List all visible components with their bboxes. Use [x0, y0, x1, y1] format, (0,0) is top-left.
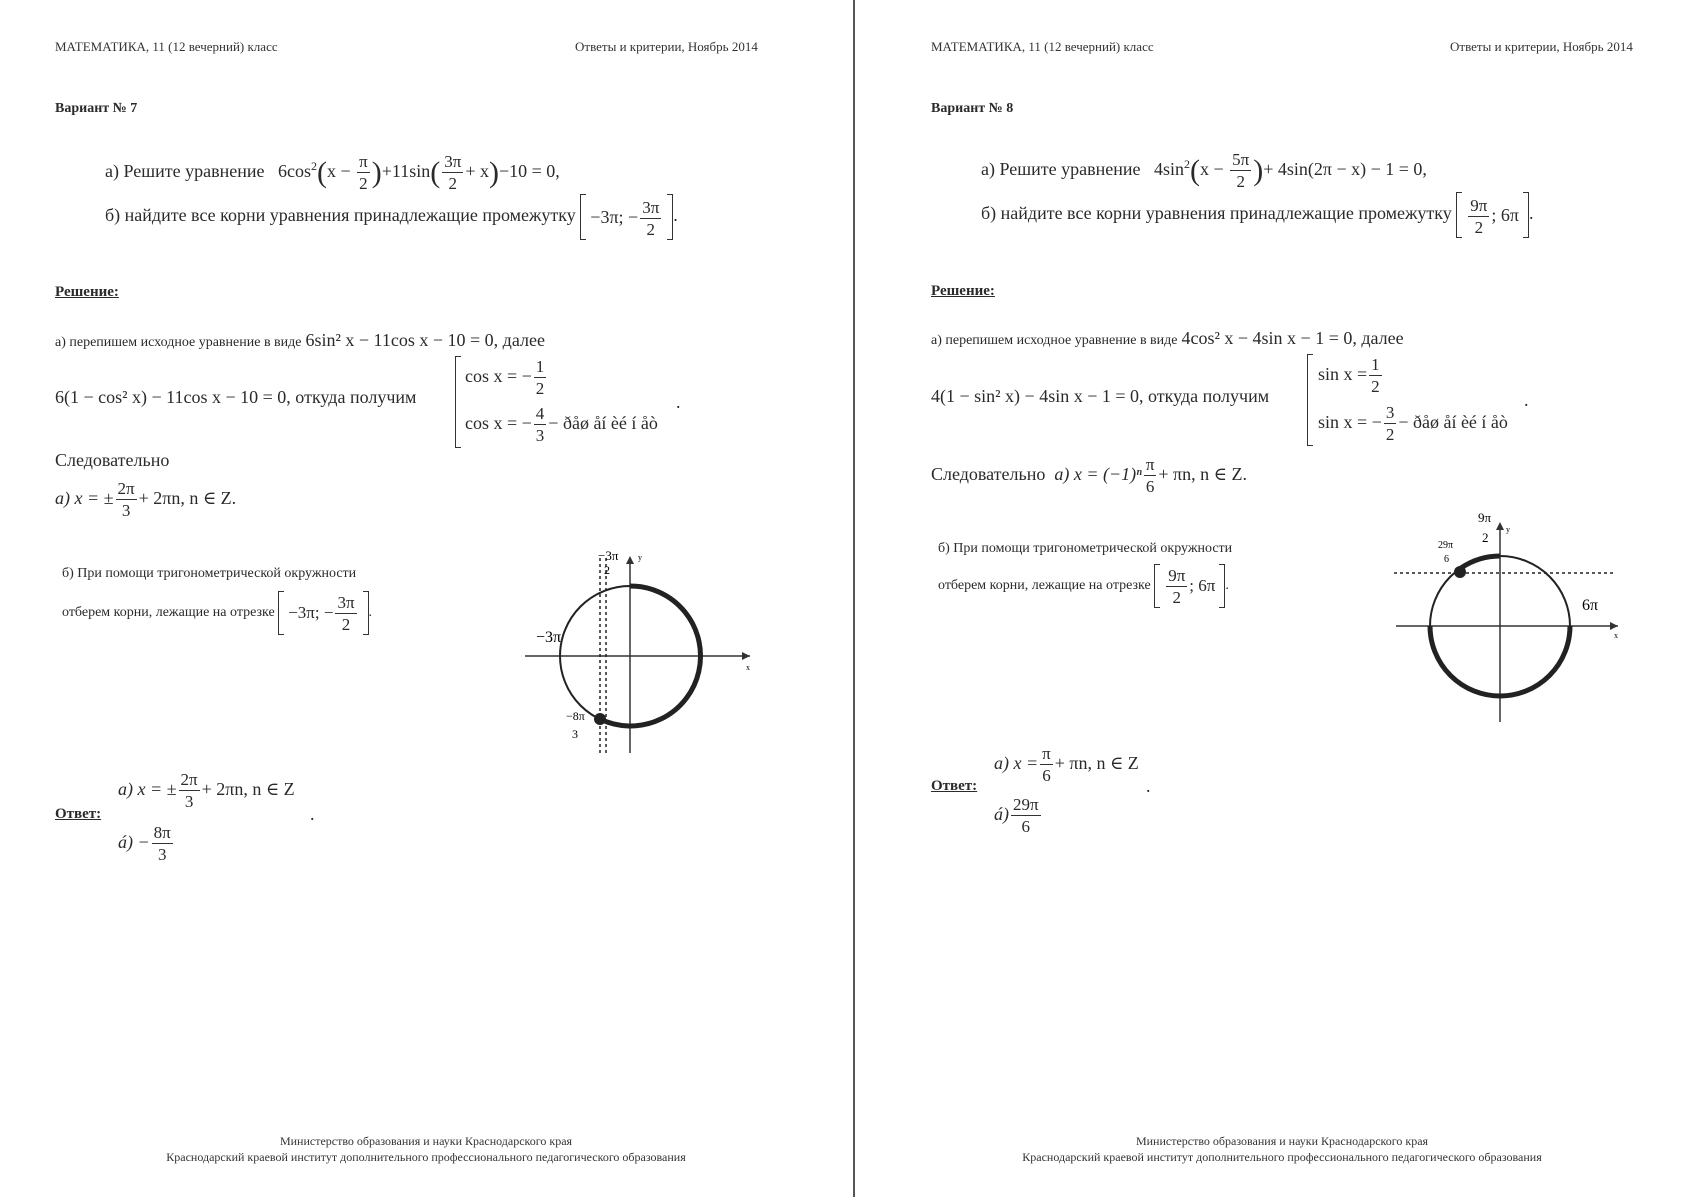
task-a-eq-2: x − — [326, 161, 351, 181]
solution-title: Решение: — [931, 283, 995, 299]
part-b-line-1: б) При помощи тригонометрической окружности — [938, 541, 1233, 556]
unit-circle-left — [520, 548, 760, 758]
solution-line-1: а) перепишем исходное уравнение в виде 6sin² x − 11cos x − 10 = 0, далее — [55, 330, 545, 350]
answer-label: Ответ: — [55, 806, 102, 822]
task-a-frac-pi2: $\frac{\pi}{2}$ — [359, 152, 368, 194]
label-point-den: 6 — [1444, 554, 1449, 565]
system-row-1: sin x = $\frac{1}{2}$ — [1318, 355, 1380, 397]
solution-line-1: а) перепишем исходное уравнение в виде 4cos² x − 4sin x − 1 = 0, далее — [931, 328, 1404, 348]
variant-title: Вариант № 8 — [931, 101, 1014, 116]
task-a-label: а) Решите уравнение — [105, 161, 265, 181]
arc-bottom-right — [1500, 626, 1570, 696]
label-top-den: 2 — [1482, 530, 1489, 545]
answer-b: á) − $\frac{8\pi}{3}$ — [118, 823, 171, 865]
part-b-line-2: отберем корни, лежащие на отрезке $\frac{9\pi}{2}$ ; 6π . — [938, 561, 1229, 611]
label-point-num: −8π — [566, 709, 585, 723]
page-variant-8: МАТЕМАТИКА, 11 (12 вечерний) класс Ответы и критерии, Ноябрь 2014 Вариант № 8 а) Решите уравнение $4\sin^2(x$ − $\frac{5\pi}{2}$ )+ 4sin(2π − x) − 1 = 0, б) найдите все корни уравнения принадлежащие промежутку $\frac{9\pi}{2}$ ; 6π . Решение: а) перепишем исходное уравнение в виде 4cos² x − 4sin x − 1 = 0, далее 4(1 − sin² x) − 4sin x − 1 = 0, откуда получим sin x = $\frac{1}{2}$ sin x = − $\frac{3}{2}$ − ðåø åí èé í åò . Следовательно a) x = (−1)ⁿ $\frac{\pi}{6}$ + πn, n ∈ Z. б) При помощи тригонометрической окружности отберем корни, лежащие на отрезке $\frac{9\pi}{2}$ ; 6π . 9π 2 29π 6 6π y x a) x = $\frac{\pi}{6}$ + πn, n ∈ Z Ответ: . á) $\frac{29\pi}{6}$ Министерство образования и науки Краснодарского края Краснодарский краевой институт дополнительного профессионального педагогического образования — [856, 0, 1706, 1197]
system-row-2: cos x = − $\frac{4}{3}$ − ðåø åí èé í åò — [465, 404, 658, 446]
y-axis-arrow — [1496, 522, 1504, 530]
result-a: a) x = ± $\frac{2\pi}{3}$ + 2πn, n ∈ Z. — [55, 479, 237, 521]
task-a-eq-1: 6cos — [277, 161, 311, 181]
label-top-num: −3π — [598, 548, 619, 563]
task-b: б) найдите все корни уравнения принадлежащие промежутку $\frac{9\pi}{2}$ ; 6π . — [981, 188, 1533, 238]
task-b-label: б) найдите все корни уравнения принадлежащие промежутку — [105, 205, 576, 225]
label-top-den: 2 — [604, 563, 610, 577]
solution-line-1-eq: 6sin² x − 11cos x − 10 = 0, далее — [305, 330, 545, 350]
variant-title: Вариант № 7 — [55, 101, 138, 116]
part-b-line-2: отберем корни, лежащие на отрезке −3π; − $\frac{3\pi}{2}$ . — [62, 588, 372, 638]
svg-text:y: y — [638, 553, 642, 562]
system-bracket — [455, 356, 456, 448]
footer-ministry: Министерство образования и науки Краснодарского края — [279, 1134, 573, 1148]
svg-text:x: x — [1614, 631, 1618, 640]
page-divider — [853, 0, 855, 1197]
system-row-2: sin x = − $\frac{3}{2}$ − ðåø åí èé í åò — [1318, 403, 1508, 445]
task-a: а) Решите уравнение $4\sin^2(x$ − $\frac{5\pi}{2}$ )+ 4sin(2π − x) − 1 = 0, — [981, 150, 1427, 192]
solution-line-2: 6(1 − cos² x) − 11cos x − 10 = 0, откуда получим — [55, 387, 417, 407]
task-a-frac-3pi2: $\frac{3\pi}{2}$ — [444, 152, 462, 194]
y-axis-arrow — [626, 556, 634, 564]
task-b: б) найдите все корни уравнения принадлежащие промежутку −3π; − $\frac{3\pi}{2}$ . — [105, 190, 678, 240]
page-variant-7: МАТЕМАТИКА, 11 (12 вечерний) класс Ответы и критерии, Ноябрь 2014 Вариант № 7 а) Решите уравнение $6\cos^2(x$ − $\frac{\pi}{2}$ )+11sin( $\frac{3\pi}{2}$ + x)−10 = 0, б) найдите все корни уравнения принадлежащие промежутку −3π; − $\frac{3\pi}{2}$ . Решение: а) перепишем исходное уравнение в виде 6sin² x − 11cos x − 10 = 0, далее 6(1 − cos² x) − 11cos x − 10 = 0, откуда получим cos x = − $\frac{1}{2}$ cos x = − $\frac{4}{3}$ − ðåø åí èé í åò . Следовательно a) x = ± $\frac{2\pi}{3}$ + 2πn, n ∈ Z. б) При помощи тригонометрической окружности отберем корни, лежащие на отрезке −3π; − $\frac{3\pi}{2}$ . −3π −3π 2 −8π 3 y x a) x = ± $\frac{2\pi}{3}$ + 2πn, n ∈ Z Ответ: . á) − $\frac{8\pi}{3}$ Министерство образования и науки Краснодарского края Краснодарский краевой институт дополнительного профессионального педагогического образования — [0, 0, 852, 1197]
solution-line-2: 4(1 − sin² x) − 4sin x − 1 = 0, откуда получим — [931, 386, 1270, 406]
svg-text:x: x — [746, 663, 750, 672]
root-point — [1454, 566, 1466, 578]
arc-top — [1461, 556, 1500, 568]
label-top-num: 9π — [1478, 510, 1492, 525]
label-point-den: 3 — [572, 727, 578, 741]
system-bracket — [1307, 354, 1308, 446]
header-date: Ответы и критерии, Ноябрь 2014 — [575, 39, 758, 54]
task-a-eq-4: + x — [465, 161, 489, 181]
arc-bottom-left — [1430, 626, 1500, 696]
consequently: Следовательно — [55, 450, 170, 470]
svg-text:y: y — [1506, 525, 1510, 534]
answer-a: a) x = ± $\frac{2\pi}{3}$ + 2πn, n ∈ Z — [118, 770, 295, 812]
system-row-1: cos x = − $\frac{1}{2}$ — [465, 357, 545, 399]
header-date: Ответы и критерии, Ноябрь 2014 — [1450, 39, 1633, 54]
task-a: а) Решите уравнение $6\cos^2(x$ − $\frac{\pi}{2}$ )+11sin( $\frac{3\pi}{2}$ + x)−10 = 0, — [105, 152, 560, 194]
footer-institute: Краснодарский краевой институт дополнительного профессионального педагогического образования — [1022, 1150, 1542, 1164]
label-minus-3pi: −3π — [536, 629, 562, 646]
footer-ministry: Министерство образования и науки Краснодарского края — [1135, 1134, 1429, 1148]
answer-label: Ответ: — [931, 778, 978, 794]
part-b-line-1: б) При помощи тригонометрической окружности — [62, 566, 357, 581]
root-point — [594, 713, 606, 725]
header-subject: МАТЕМАТИКА, 11 (12 вечерний) класс — [931, 39, 1154, 54]
consequently: Следовательно a) x = (−1)ⁿ $\frac{\pi}{6}$ + πn, n ∈ Z. — [931, 455, 1247, 497]
x-axis-arrow — [742, 652, 750, 660]
unit-circle-right — [1386, 508, 1626, 728]
task-a-eq-5: −10 = 0, — [498, 161, 560, 181]
task-a-eq-3: +11sin — [381, 161, 431, 181]
x-axis-arrow — [1610, 622, 1618, 630]
label-6pi: 6π — [1582, 597, 1599, 614]
label-point-num: 29π — [1438, 540, 1454, 551]
answer-a: a) x = $\frac{\pi}{6}$ + πn, n ∈ Z — [994, 744, 1139, 786]
answer-b: á) $\frac{29\pi}{6}$ — [994, 795, 1039, 837]
solution-title: Решение: — [55, 284, 119, 300]
task-b-interval: −3π; − $\frac{3\pi}{2}$ — [580, 194, 673, 240]
header-subject: МАТЕМАТИКА, 11 (12 вечерний) класс — [55, 39, 278, 54]
footer-institute: Краснодарский краевой институт дополнительного профессионального педагогического образования — [166, 1150, 686, 1164]
